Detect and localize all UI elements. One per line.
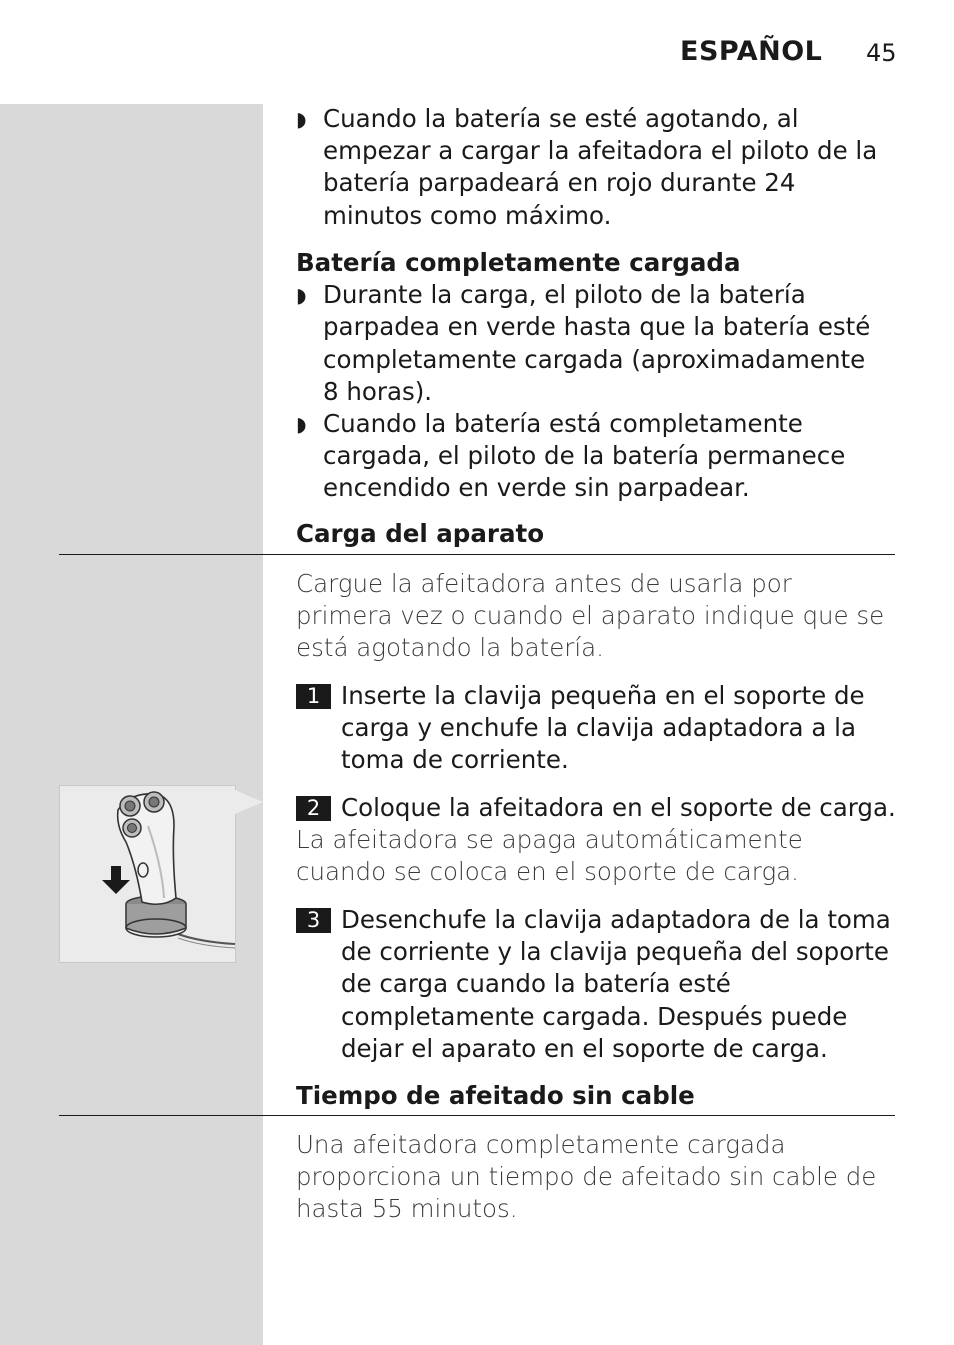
step-text: Inserte la clavija pequeña en el soporte de carga y enchufe la clavija adaptadora a la toma de corriente. <box>341 681 865 775</box>
step-number-badge: 3 <box>296 908 331 933</box>
intro-section <box>296 103 886 232</box>
section-divider <box>59 554 895 555</box>
bullet-text: Cuando la batería se esté agotando, al empezar a cargar la afeitadora el piloto de la batería parpadeará en rojo durante 24 minutos como máximo. <box>323 104 878 230</box>
step-3 <box>296 904 891 1065</box>
figure-pointer <box>235 790 263 814</box>
page-number: 45 <box>866 39 897 67</box>
step-text: Desenchufe la clavija adaptadora de la toma de corriente y la clavija pequeña del soporte de carga cuando la batería esté completamente cargada. Después puede dejar el aparato en el soporte de carga. <box>341 905 891 1063</box>
bullet-text: Cuando la batería está completamente cargada, el piloto de la batería permanece encendido en verde sin parpadear. <box>323 409 846 503</box>
step-note: La afeitadora se apaga automáticamente cuando se coloca en el soporte de carga. <box>296 825 803 887</box>
step-text: Coloque la afeitadora en el soporte de carga. <box>341 793 896 822</box>
left-margin-panel <box>0 104 263 1345</box>
step-2 <box>296 792 896 889</box>
step-number-badge: 1 <box>296 684 331 709</box>
section-divider <box>59 1115 895 1116</box>
bullet-icon: ◗ <box>296 412 307 437</box>
charging-intro: Cargue la afeitadora antes de usarla por primera vez o cuando el aparato indique que se está agotando la batería. <box>296 569 885 663</box>
bullet-icon: ◗ <box>296 283 307 308</box>
language-header: ESPAÑOL <box>680 36 823 67</box>
step-number-badge: 2 <box>296 796 331 821</box>
bullet-item <box>296 103 886 232</box>
section-heading: Batería completamente cargada <box>296 248 741 277</box>
cordless-text: Una afeitadora completamente cargada proporciona un tiempo de afeitado sin cable de hasta 55 minutos. <box>296 1130 877 1224</box>
shaver-illustration <box>59 785 236 963</box>
bullet-text: Durante la carga, el piloto de la batería parpadea en verde hasta que la batería esté completamente cargada (aproximadamente 8 horas). <box>323 280 871 406</box>
section-heading: Carga del aparato <box>296 519 545 548</box>
shaver-on-stand-icon <box>60 786 235 962</box>
bullet-item <box>296 408 886 505</box>
full-charge-section <box>296 247 886 505</box>
bullet-icon: ◗ <box>296 107 307 131</box>
section-heading: Tiempo de afeitado sin cable <box>296 1081 695 1110</box>
bullet-item <box>296 279 886 408</box>
step-1 <box>296 680 886 777</box>
